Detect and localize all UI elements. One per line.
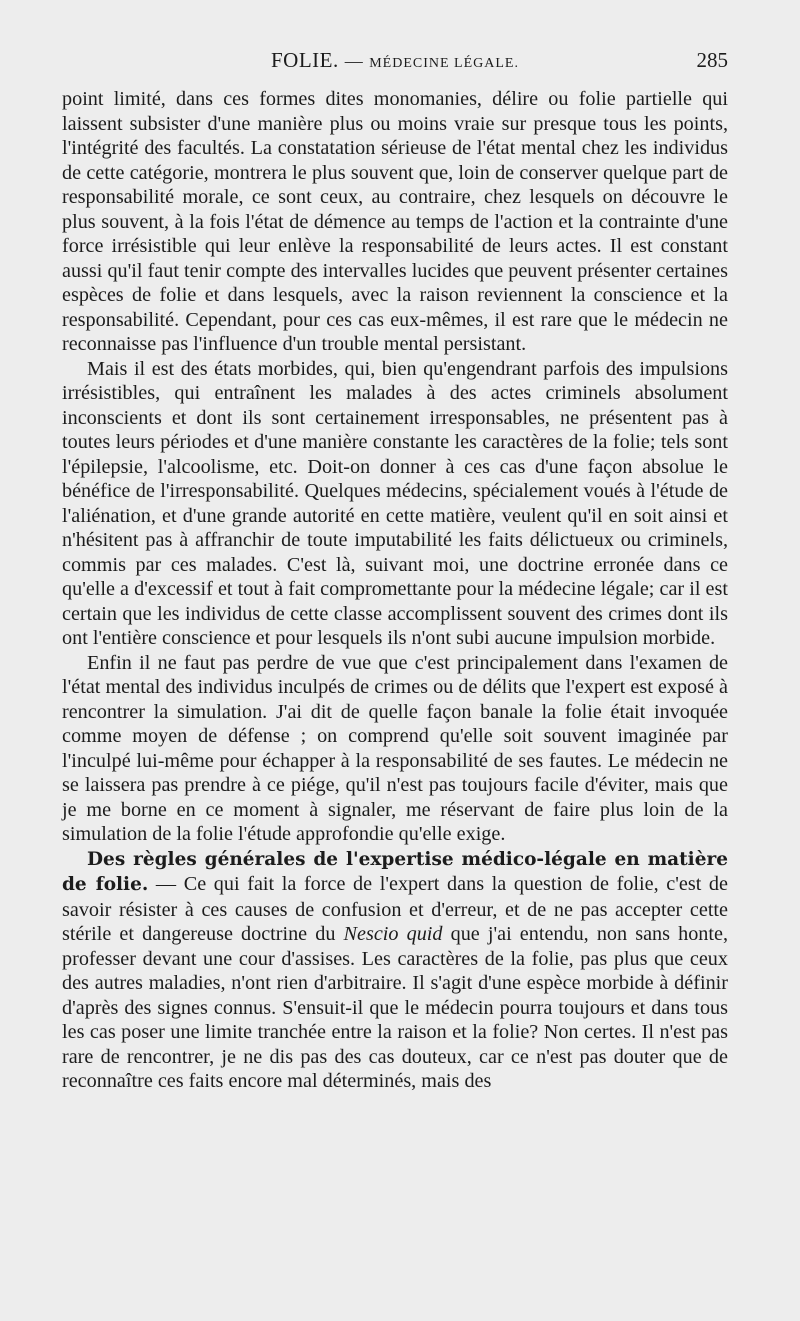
latin-phrase: Nescio quid bbox=[343, 923, 443, 945]
running-header bbox=[62, 46, 728, 76]
paragraph-2: Mais il est des états morbides, qui, bien qu'engendrant parfois des impulsions irrésistibles, qui entraînent les malades à des actes criminels absolument inconscients et dont ils sont certainement irresponsables, ne présentent pas à toutes leurs périodes et d'une manière constante les caractères de la folie; tels sont l'épilepsie, l'alcoolisme, etc. Doit-on donner à ces cas d'une façon absolue le bénéfice de l'irresponsabilité. Quelques médecins, spécialement voués à l'étude de l'aliénation, et d'une grande autorité en cette matière, veulent qu'il en soit ainsi et n'hésitent pas à affranchir de toute imputabilité les faits délictueux ou criminels, commis par ces malades. C'est là, suivant moi, une doctrine erronée dans ce qu'elle a d'excessif et tout à fait compromettante pour la médecine légale; car il est certain que les individus de cette classe accomplissent souvent des crimes dont ils ont l'entière conscience et pour lesquels ils n'ont subi aucune impulsion morbide. bbox=[62, 357, 728, 649]
running-title-main: FOLIE. bbox=[270, 48, 339, 72]
page-number: 285 bbox=[696, 48, 728, 72]
body-text bbox=[62, 87, 728, 1094]
running-title bbox=[62, 48, 728, 73]
running-title-sub: MÉDECINE LÉGALE. bbox=[369, 56, 519, 71]
running-title-dash: — bbox=[344, 51, 364, 71]
paragraph-4 bbox=[62, 847, 728, 1094]
paragraph-1: point limité, dans ces formes dites monomanies, délire ou folie partielle qui laissent subsister d'une manière plus ou moins vraie sur presque tous les points, l'intégrité des facultés. La constatation sérieuse de l'état mental chez les individus de cette catégorie, montrera le plus souvent que, loin de conserver quelque part de responsabilité morale, ce sont ceux, au contraire, chez lesquels on découvre le plus souvent, à la fois l'état de démence au temps de l'action et la contrainte d'une force irrésistible qui leur enlève la responsabilité de leurs actes. Il est constant aussi qu'il faut tenir compte des intervalles lucides que peuvent présenter certaines espèces de folie et dans lesquels, avec la raison reviennent la conscience et la responsabilité. Cependant, pour ces cas eux-mêmes, il est rare que le médecin ne reconnaisse pas l'influence d'un trouble mental persistant. bbox=[62, 88, 728, 355]
paragraph-3: Enfin il ne faut pas perdre de vue que c'est principalement dans l'examen de l'état mental des individus inculpés de crimes ou de délits que l'expert est exposé à rencontrer la simulation. J'ai dit de quelle façon banale la folie était invoquée comme moyen de défense ; on comprend qu'elle soit souvent imaginée par l'inculpé lui-même pour échapper à la responsabilité de ses fautes. Le médecin ne se laissera pas prendre à ce piége, qu'il n'est pas toujours facile d'éviter, mais que je me borne en ce moment à signaler, me réservant de faire plus loin de la simulation de la folie l'étude approfondie qu'elle exige. bbox=[62, 651, 728, 845]
paragraph-4-text-1: — Ce qui fait la force de l'expert dans la question de folie, c'est de savoir résister à ces causes de confusion et d'erreur, et de ne pas accepter cette stérile et dangereuse doctrine du bbox=[62, 873, 728, 945]
section-heading: Des règles générales de l'expertise médico-légale en matière de folie. bbox=[62, 848, 728, 895]
paragraph-4-text-2: que j'ai entendu, non sans honte, professer devant une cour d'assises. Les caractères de la folie, pas plus que ceux des autres maladies, n'ont rien d'arbitraire. Il s'agit d'une espèce morbide à définir d'après des signes connus. S'ensuit-il que le médecin pourra toujours et dans tous les cas poser une limite tranchée entre la raison et la folie? Non certes. Il n'est pas rare de rencontrer, je ne dis pas des cas douteux, car ce n'est pas douter que de reconnaître ces faits encore mal déterminés, mais des bbox=[62, 923, 728, 1092]
